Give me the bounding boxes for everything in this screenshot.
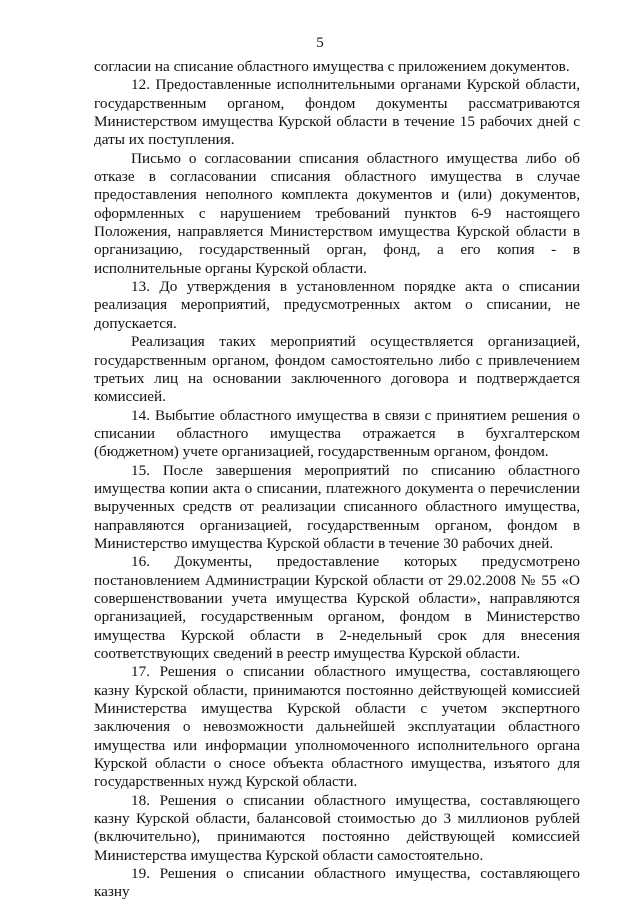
- paragraph-item-15: 15. После завершения мероприятий по списанию областного имущества копии акта о списании, платежного документа о перечислении вырученных средств от реализации списанного областного имущества, направляются организацией, государственным органом, фондом в Министерство имущества Курской области в течение 30 рабочих дней.: [94, 461, 580, 552]
- paragraph-approval-letter: Письмо о согласовании списания областного имущества либо об отказе в согласовании списания областного имущества в случае предоставления неполного комплекта документов и (или) документов, оформленных с нарушением требований пунктов 6-9 настоящего Положения, направляется Министерством имущества Курской области в организацию, государственный орган, фонд, а его копия - в исполнительные органы Курской области.: [94, 149, 580, 277]
- paragraph-implementation: Реализация таких мероприятий осуществляется организацией, государственным органом, фондом самостоятельно либо с привлечением третьих лиц на основании заключенного договора и подтверждается комиссией.: [94, 333, 580, 406]
- document-body: [94, 58, 580, 902]
- paragraph-continuation: согласии на списание областного имущества с приложением документов.: [94, 58, 570, 75]
- paragraph-item-18: 18. Решения о списании областного имущества, составляющего казну Курской области, балансовой стоимостью до 3 миллионов рублей (включительно), принимаются постоянно действующей комиссией Министерства имущества Курской области самостоятельно.: [94, 791, 580, 864]
- paragraph-item-17: 17. Решения о списании областного имущества, составляющего казну Курской области, принимаются постоянно действующей комиссией Министерства имущества Курской области с учетом экспертного заключения о невозможности дальнейшей эксплуатации областного имущества или информации уполномоченного исполнительного органа Курской области о сносе объекта областного имущества, изъятого для государственных нужд Курской области.: [94, 663, 580, 791]
- paragraph-item-14: 14. Выбытие областного имущества в связи с принятием решения о списании областного имущества отражается в бухгалтерском (бюджетном) учете организацией, государственным органом, фондом.: [94, 406, 580, 461]
- paragraph-item-12: 12. Предоставленные исполнительными органами Курской области, государственным органом, фондом документы рассматриваются Министерством имущества Курской области в течение 15 рабочих дней с даты их поступления.: [94, 76, 580, 149]
- paragraph-item-13: 13. До утверждения в установленном порядке акта о списании реализация мероприятий, предусмотренных актом о списании, не допускается.: [94, 278, 580, 332]
- paragraph-item-19: 19. Решения о списании областного имущества, составляющего казну: [94, 865, 580, 901]
- page-number: 5: [316, 35, 324, 51]
- paragraph-item-16: 16. Документы, предоставление которых предусмотрено постановлением Администрации Курской области от 29.02.2008 № 55 «О совершенствовании учета имущества Курской области», направляются организацией, государственным органом, фондом в Министерство имущества Курской области в 2-недельный срок для внесения соответствующих сведений в реестр имущества Курской области.: [94, 553, 580, 662]
